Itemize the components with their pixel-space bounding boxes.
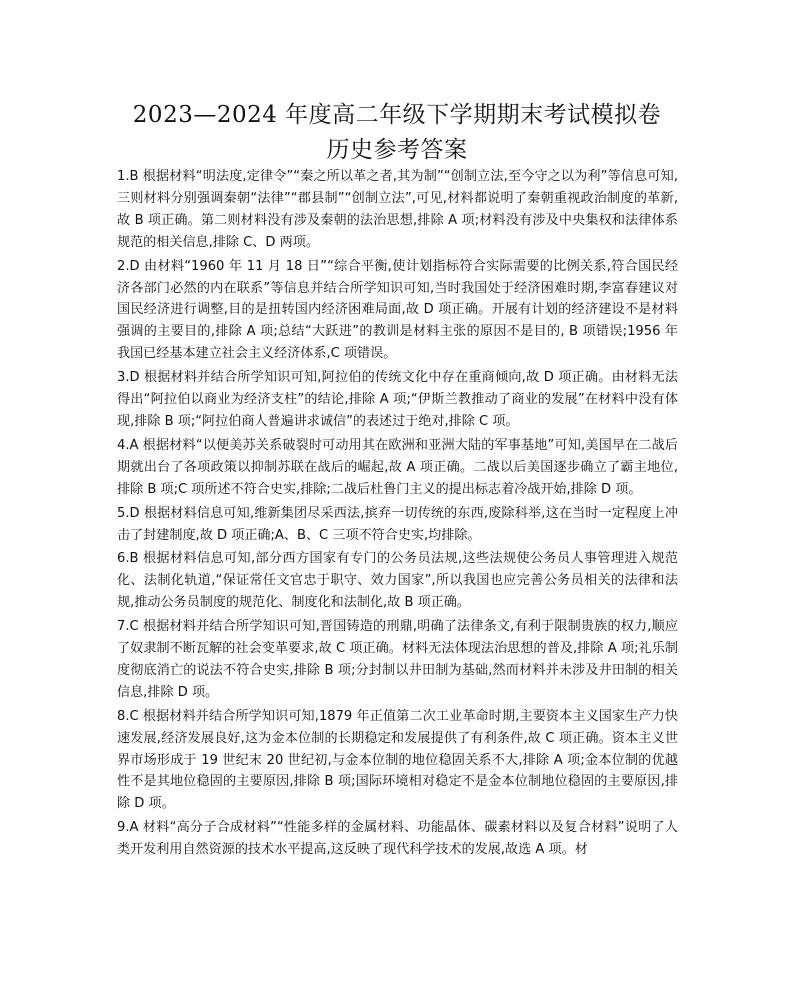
answer-item-8: 8.C 根据材料并结合所学知识可知,1879 年正值第二次工业革命时期,主要资本主义国家生产力快速发展,经济发展良好,这为金本位制的长期稳定和发展提供了有利条件,故 C 项正确。资本主义世界市场形成于 19 世纪末 20 世纪初,与金本位制的地位稳固关系不大,排除 A 项;金本位制的优越性不是其地位稳固的主要原因,排除 B 项;国际环境相对稳定不是金本位制地位稳固的主要原因,排除 D 项。 [117, 708, 678, 812]
answer-item-2: 2.D 由材料“1960 年 11 月 18 日”“综合平衡,使计划指标符合实际需要的比例关系,符合国民经济各部门必然的内在联系”等信息并结合所学知识可知,当时我国处于经济困难时期,李富春建议对国民经济进行调整,目的是扭转国内经济困难局面,故 D 项正确。开展有计划的经济建设不是材料强调的主要目的,排除 A 项;总结“大跃进”的教训是材料主张的原因不是目的, B 项错误;1956 年我国已经基本建立社会主义经济体系,C 项错误。 [117, 258, 678, 362]
answer-item-5: 5.D 根据材料信息可知,维新集团尽采西法,摈弃一切传统的东西,废除科举,这在当时一定程度上冲击了封建制度,故 D 项正确;A、B、C 三项不符合史实,均排除。 [117, 505, 678, 543]
answer-item-6: 6.B 根据材料信息可知,部分西方国家有专门的公务员法规,这些法规使公务员人事管理进入规范化、法制化轨道,“保证常任文官忠于职守、效力国家”,所以我国也应完善公务员相关的法律和法规,推动公务员制度的规范化、制度化和法制化,故 B 项正确。 [117, 551, 678, 611]
answer-item-9: 9.A 材料“高分子合成材料”“性能多样的金属材料、功能晶体、碳素材料以及复合材料”说明了人类开发利用自然资源的技术水平提高,这反映了现代科学技术的发展,故选 A 项。材 [117, 820, 678, 858]
answer-list [117, 166, 678, 863]
answer-item-1: 1.B 根据材料“明法度,定律令”“秦之所以革之者,其为制”“创制立法,至今守之以为利”等信息可知,三则材料分别强调秦朝“法律”“郡县制”“创制立法”,可见,材料都说明了秦朝重视政治制度的革新,故 B 项正确。第二则材料没有涉及秦朝的法治思想,排除 A 项;材料没有涉及中央集权和法律体系规范的相关信息,排除 C、D 两项。 [117, 169, 678, 250]
answer-item-3: 3.D 根据材料并结合所学知识可知,阿拉伯的传统文化中存在重商倾向,故 D 项正确。由材料无法得出“阿拉伯以商业为经济支柱”的结论,排除 A 项;“伊斯兰教推动了商业的发展”在材料中没有体现,排除 B 项;“阿拉伯商人普遍讲求诚信”的表述过于绝对,排除 C 项。 [117, 370, 678, 429]
answer-item-7: 7.C 根据材料并结合所学知识可知,晋国铸造的刑鼎,明确了法律条文,有利于限制贵族的权力,顺应了奴隶制不断瓦解的社会变革要求,故 C 项正确。材料无法体现法治思想的普及,排除 A 项;礼乐制度彻底消亡的说法不符合史实,排除 B 项;分封制以井田制为基础,然而材料并未涉及井田制的相关信息,排除 D 项。 [117, 619, 678, 700]
page-subtitle: 历史参考答案 [326, 137, 468, 163]
page-title: 2023—2024 年度高二年级下学期期末考试模拟卷 [132, 102, 662, 128]
answer-item-4: 4.A 根据材料“以便美苏关系破裂时可动用其在欧洲和亚洲大陆的军事基地”可知,美国早在二战后期就出台了各项政策以抑制苏联在战后的崛起,故 A 项正确。二战以后美国逐步确立了霸主地位,排除 B 项;C 项所述不符合史实,排除;二战后杜鲁门主义的提出标志着冷战开始,排除 D 项。 [117, 437, 678, 497]
